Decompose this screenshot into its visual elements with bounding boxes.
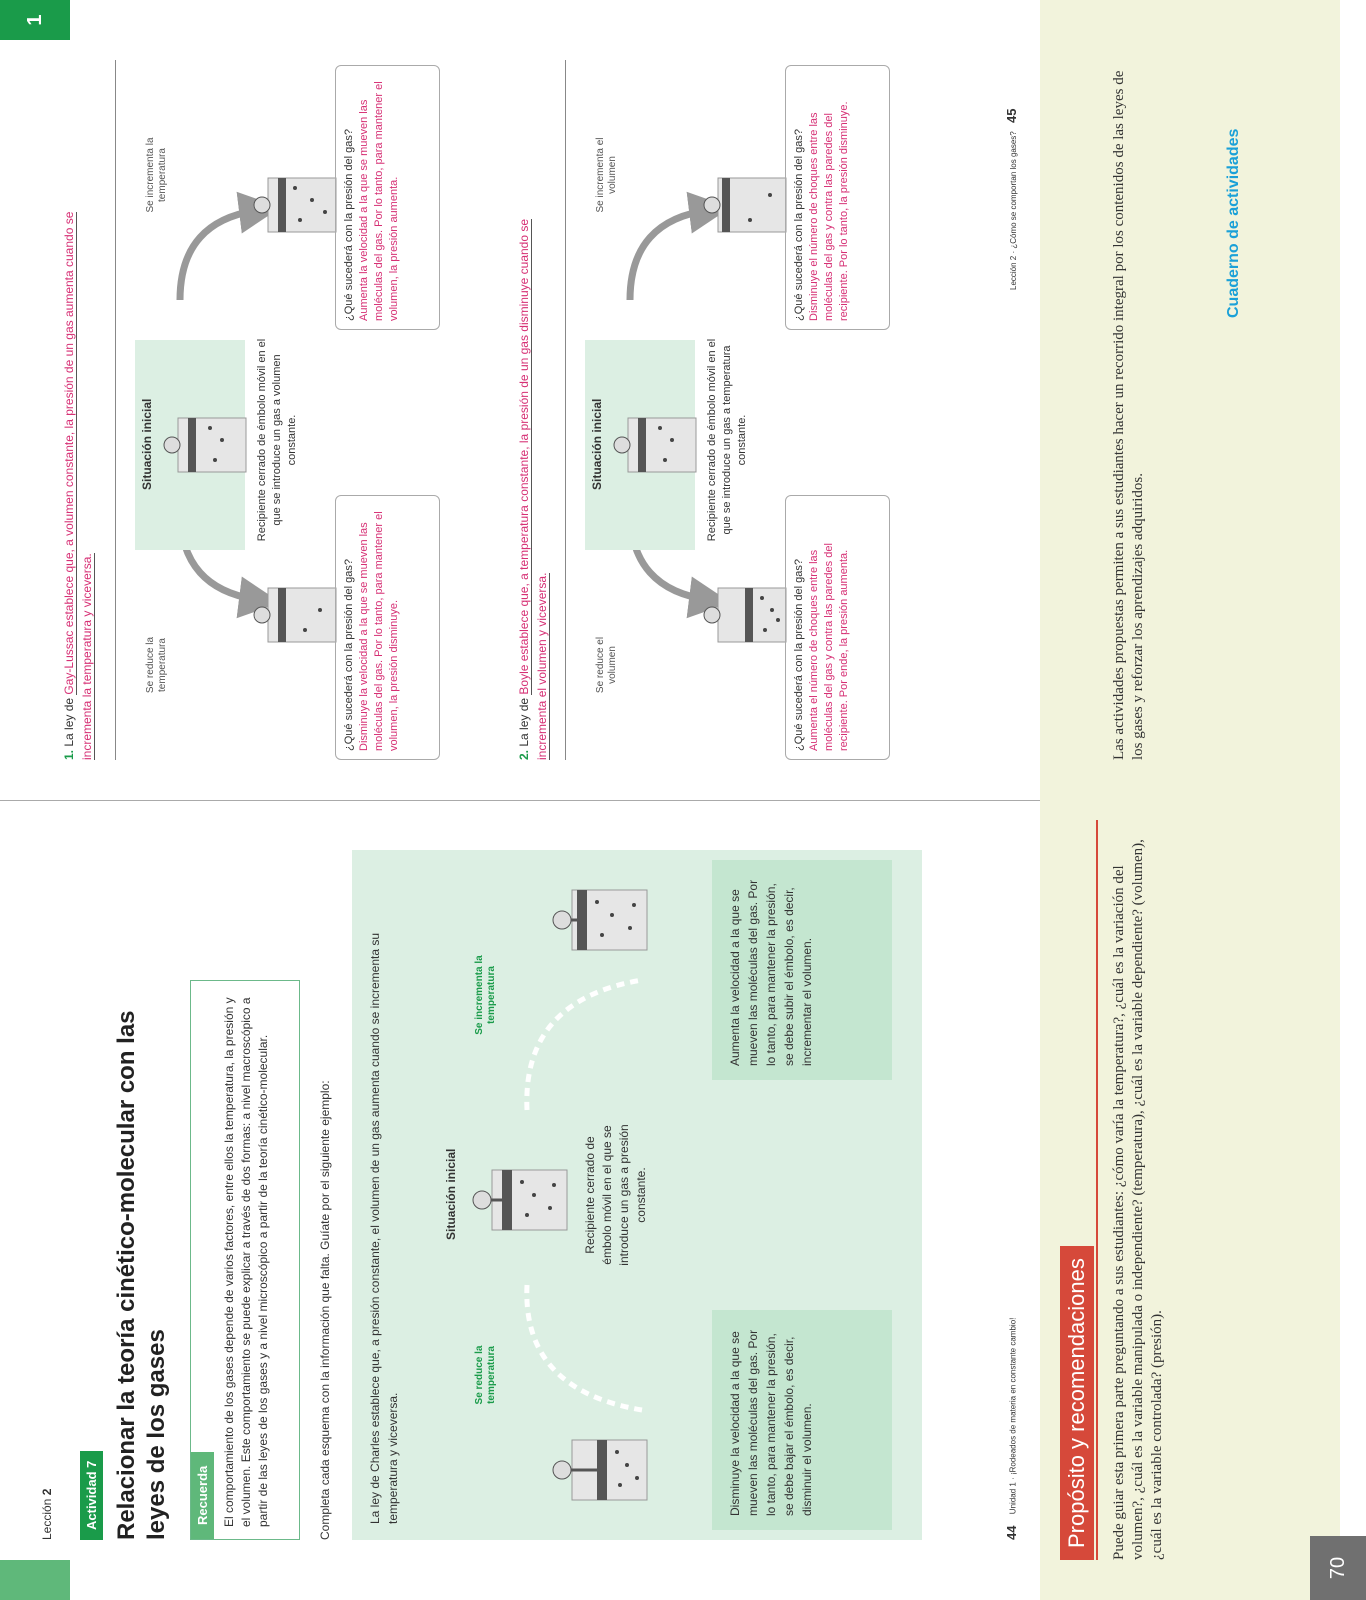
q1-number: 1.	[62, 749, 76, 760]
q1-right-question: ¿Qué sucederá con la presión del gas?	[343, 128, 355, 321]
lesson-tag	[40, 1489, 54, 1540]
recuerda-label: Recuerda	[191, 1452, 214, 1539]
corner-tab	[0, 1560, 70, 1600]
q2-prefix: La ley de	[517, 697, 531, 747]
page-number: 44	[1004, 1525, 1019, 1540]
example-center-desc: Recipiente cerrado de émbolo móvil en el que se introduce un gas a presión constante.	[583, 1124, 648, 1266]
q2-right-question: ¿Qué sucederá con la presión del gas?	[793, 128, 805, 321]
gas-container-icon	[552, 1430, 652, 1510]
left-footer	[1004, 1318, 1019, 1540]
q1-answer: Gay-Lussac establece que, a volumen constante, la presión de un gas aumenta cuando se incrementa la temperatura y viceversa.	[62, 211, 94, 760]
example-card-left: Disminuye la velocidad a la que se mueven las moléculas del gas. Por lo tanto, para mantener la presión, se debe bajar el émbolo, es decir, disminuir el volumen.	[712, 1310, 892, 1530]
q2-center-desc: Recipiente cerrado de émbolo móvil en el que se introduce un gas a temperatura constante.	[706, 338, 748, 542]
lesson-caption: Lección 2 · ¿Cómo se comportan los gases?	[1009, 131, 1018, 290]
unit-number-tab: 1	[0, 0, 70, 40]
cuaderno-link[interactable]: Cuaderno de actividades	[1225, 128, 1242, 318]
guide-title-rule	[1096, 820, 1098, 1560]
q1-heading	[60, 160, 96, 760]
q2-left-box	[785, 495, 890, 760]
q2-left-question: ¿Qué sucederá con la presión del gas?	[793, 558, 805, 751]
activity-badge: Actividad 7	[80, 1451, 103, 1540]
q1-left-box	[335, 495, 440, 760]
example-card-right: Aumenta la velocidad a la que se mueven las moléculas del gas. Por lo tanto, para mantener la presión, se debe subir el émbolo, es decir, incrementar el volumen.	[712, 860, 892, 1080]
q2-left-answer: Aumenta el número de choques entre las moléculas del gas y contra las paredes del recipiente. Por ende, la presión aumenta.	[808, 543, 850, 751]
page-number: 45	[1004, 108, 1019, 124]
q2-number: 2.	[517, 749, 531, 760]
gas-container-icon	[160, 410, 250, 480]
right-page	[0, 0, 1040, 800]
example-situacion-label: Situación inicial	[444, 1148, 458, 1240]
q1-right-box	[335, 65, 440, 330]
recuerda-text: El comportamiento de los gases depende de varios factores, entre ellos la temperatura, la presión y el volumen. Este comportamiento se puede explicar a través de dos formas: a nivel macroscópico a partir de las leyes de los gases y a nivel microscópico a partir de la teoría cinético-molecular.	[222, 997, 270, 1527]
gas-container-icon	[552, 880, 652, 960]
guide-text-right: Las actividades propuestas permiten a sus estudiantes hacer un recorrido integral por los contenidos de las leyes de los gases y reforzar los aprendizajes adquiridos.	[1111, 70, 1146, 760]
q1-right-answer: Aumenta la velocidad a la que se mueven las moléculas del gas. Por lo tanto, para mantener el volumen, la presión aumenta.	[358, 81, 400, 321]
q2-situacion-label: Situación inicial	[590, 398, 604, 490]
guide-text-left: Puede guiar esta primera parte preguntando a sus estudiantes: ¿cómo varía la temperatura?, ¿cuál es la variación del volumen?, ¿cuál es la variable manipulada o independiente? (temperatura), ¿cuál es la variable dependiente? (volumen), ¿cuál es la variable controlada? (presión).	[1111, 839, 1165, 1560]
guide-title: Propósito y recomendaciones	[1060, 1246, 1094, 1560]
arrow-right	[630, 210, 710, 300]
q2-answer: Boyle establece que, a temperatura constante, la presión de un gas disminuye cuando se incrementa el volumen y viceversa.	[517, 218, 549, 760]
unit-caption: Unidad 1 · ¡Rodeados de materia en constante cambio!	[1008, 1317, 1018, 1515]
q2-increase-label: Se incrementa el volumen	[595, 137, 618, 213]
lesson-number: 2	[40, 1488, 54, 1496]
teacher-guide	[1040, 0, 1349, 1600]
gas-container-icon	[250, 170, 340, 240]
example-intro: La ley de Charles establece que, a presión constante, el volumen de un gas aumenta cuando se incrementa su temperatura y viceversa.	[368, 932, 400, 1524]
recuerda-box	[190, 980, 300, 1540]
activity-title: Relacionar la teoría cinético-molecular con las leyes de los gases	[113, 1010, 170, 1540]
arrow-left	[527, 1285, 642, 1410]
q2-right-box	[785, 65, 890, 330]
arrow-right	[180, 210, 260, 300]
instruction-text: Completa cada esquema con la información que falta. Guíate por el siguiente ejemplo:	[318, 1080, 332, 1540]
q2-right-answer: Disminuye el número de choques entre las moléculas del gas y contra las paredes del recipiente. Por lo tanto, la presión disminuye.	[808, 101, 850, 321]
page-badge: 70	[1310, 1536, 1366, 1600]
lesson-label: Lección	[40, 1498, 54, 1540]
gas-container-icon	[472, 1160, 572, 1240]
q1-situacion-label: Situación inicial	[140, 398, 154, 490]
example-panel	[352, 850, 922, 1540]
right-footer	[1004, 109, 1019, 290]
arrow-right	[527, 980, 642, 1110]
left-page	[0, 800, 1040, 1600]
q1-left-answer: Disminuye la velocidad a la que se mueven las moléculas del gas. Por lo tanto, para mantener el volumen, la presión disminuye.	[358, 511, 400, 751]
q2-divider	[565, 60, 566, 760]
q1-reduce-label: Se reduce la temperatura	[145, 636, 168, 694]
gas-container-icon	[250, 580, 340, 650]
q1-divider	[115, 60, 116, 760]
q2-reduce-label: Se reduce el volumen	[595, 636, 618, 694]
example-reduce-label: Se reduce la temperatura	[474, 1345, 497, 1405]
example-increase-label: Se incrementa la temperatura	[474, 955, 497, 1035]
q1-increase-label: Se incrementa la temperatura	[145, 137, 168, 213]
q2-heading	[515, 160, 551, 760]
q1-center-desc: Recipiente cerrado de émbolo móvil en el que se introduce un gas a volumen constante.	[256, 338, 298, 542]
q1-prefix: La ley de	[62, 697, 76, 747]
gas-container-icon	[700, 580, 790, 650]
gas-container-icon	[610, 410, 700, 480]
q1-left-question: ¿Qué sucederá con la presión del gas?	[343, 558, 355, 751]
gas-container-icon	[700, 170, 790, 240]
